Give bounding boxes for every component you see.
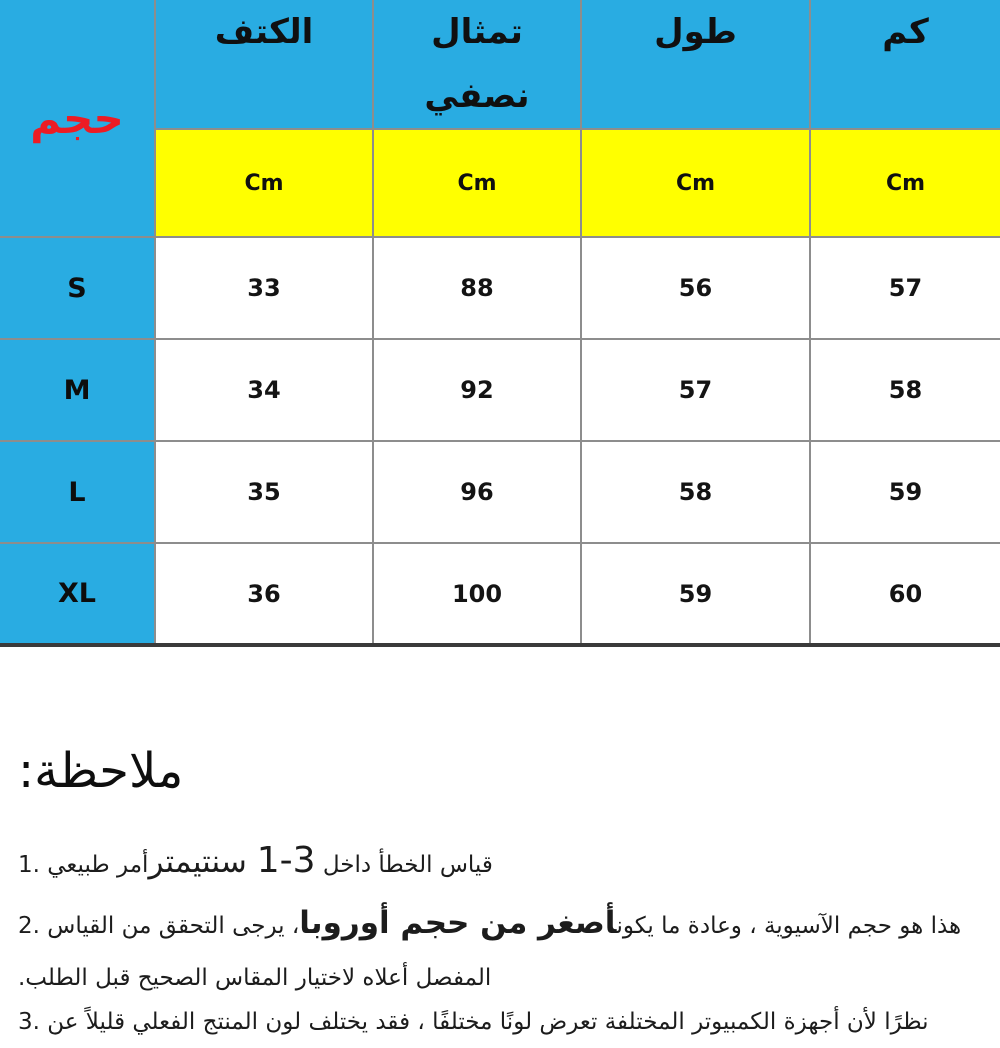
notes-heading: ملاحظة: bbox=[18, 743, 184, 799]
note-segment: نظرًا لأن أجهزة الكمبيوتر المختلفة تعرض لونًا مختلفًا ، فقد يختلف لون المنتج الفعلي قليلاً عن .3 bbox=[18, 1009, 929, 1035]
measurement-cell: 34 bbox=[155, 339, 373, 441]
note-segment: قياس الخطأ داخل bbox=[315, 852, 493, 878]
measurement-cell: 57 bbox=[581, 339, 810, 441]
measurement-cell: 57 bbox=[810, 237, 1000, 339]
note-segment: سنتيمتر bbox=[148, 844, 257, 880]
size-column-header: حجم bbox=[0, 0, 155, 237]
note-segment: أصغر من حجم أوروبا bbox=[299, 905, 617, 941]
note-segment: أمر طبيعي .1 bbox=[18, 852, 149, 878]
row-size-label: S bbox=[0, 237, 155, 339]
note-line bbox=[18, 835, 982, 891]
notes-list bbox=[18, 835, 982, 1048]
note-segment: المفصل أعلاه لاختيار المقاس الصحيح قبل الطلب. bbox=[18, 965, 492, 991]
measurement-cell: 96 bbox=[373, 441, 581, 543]
measurement-cell: 88 bbox=[373, 237, 581, 339]
size-row-S bbox=[0, 237, 1000, 339]
header-row bbox=[0, 0, 1000, 129]
unit-cell: Cm bbox=[810, 129, 1000, 237]
note-item bbox=[18, 996, 982, 1048]
measurement-cell: 60 bbox=[810, 543, 1000, 645]
column-header-length: طول bbox=[581, 0, 810, 129]
measurement-cell: 59 bbox=[810, 441, 1000, 543]
note-line bbox=[18, 897, 982, 952]
size-row-XL bbox=[0, 543, 1000, 645]
size-row-M bbox=[0, 339, 1000, 441]
note-item bbox=[18, 835, 982, 891]
row-size-label: XL bbox=[0, 543, 155, 645]
note-segment: هذا هو حجم الآسيوية ، وعادة ما يكون bbox=[616, 913, 962, 939]
size-row-L bbox=[0, 441, 1000, 543]
unit-cell: Cm bbox=[373, 129, 581, 237]
row-size-label: L bbox=[0, 441, 155, 543]
measurement-cell: 59 bbox=[581, 543, 810, 645]
measurement-cell: 100 bbox=[373, 543, 581, 645]
measurement-cell: 36 bbox=[155, 543, 373, 645]
column-header-shoulder: الكتف bbox=[155, 0, 373, 129]
note-line bbox=[18, 996, 982, 1048]
unit-cell: Cm bbox=[155, 129, 373, 237]
note-segment: ، يرجى التحقق من القياس .2 bbox=[18, 913, 300, 939]
measurement-cell: 58 bbox=[581, 441, 810, 543]
unit-cell: Cm bbox=[581, 129, 810, 237]
note-item bbox=[18, 897, 982, 1004]
measurement-cell: 92 bbox=[373, 339, 581, 441]
column-header-sleeve: كم bbox=[810, 0, 1000, 129]
note-segment: 3-1 bbox=[256, 840, 316, 881]
measurement-cell: 56 bbox=[581, 237, 810, 339]
notes-section bbox=[0, 743, 1000, 1048]
measurement-cell: 33 bbox=[155, 237, 373, 339]
measurement-cell: 35 bbox=[155, 441, 373, 543]
column-header-bust: تمثال نصفي bbox=[373, 0, 581, 129]
row-size-label: M bbox=[0, 339, 155, 441]
measurement-cell: 58 bbox=[810, 339, 1000, 441]
